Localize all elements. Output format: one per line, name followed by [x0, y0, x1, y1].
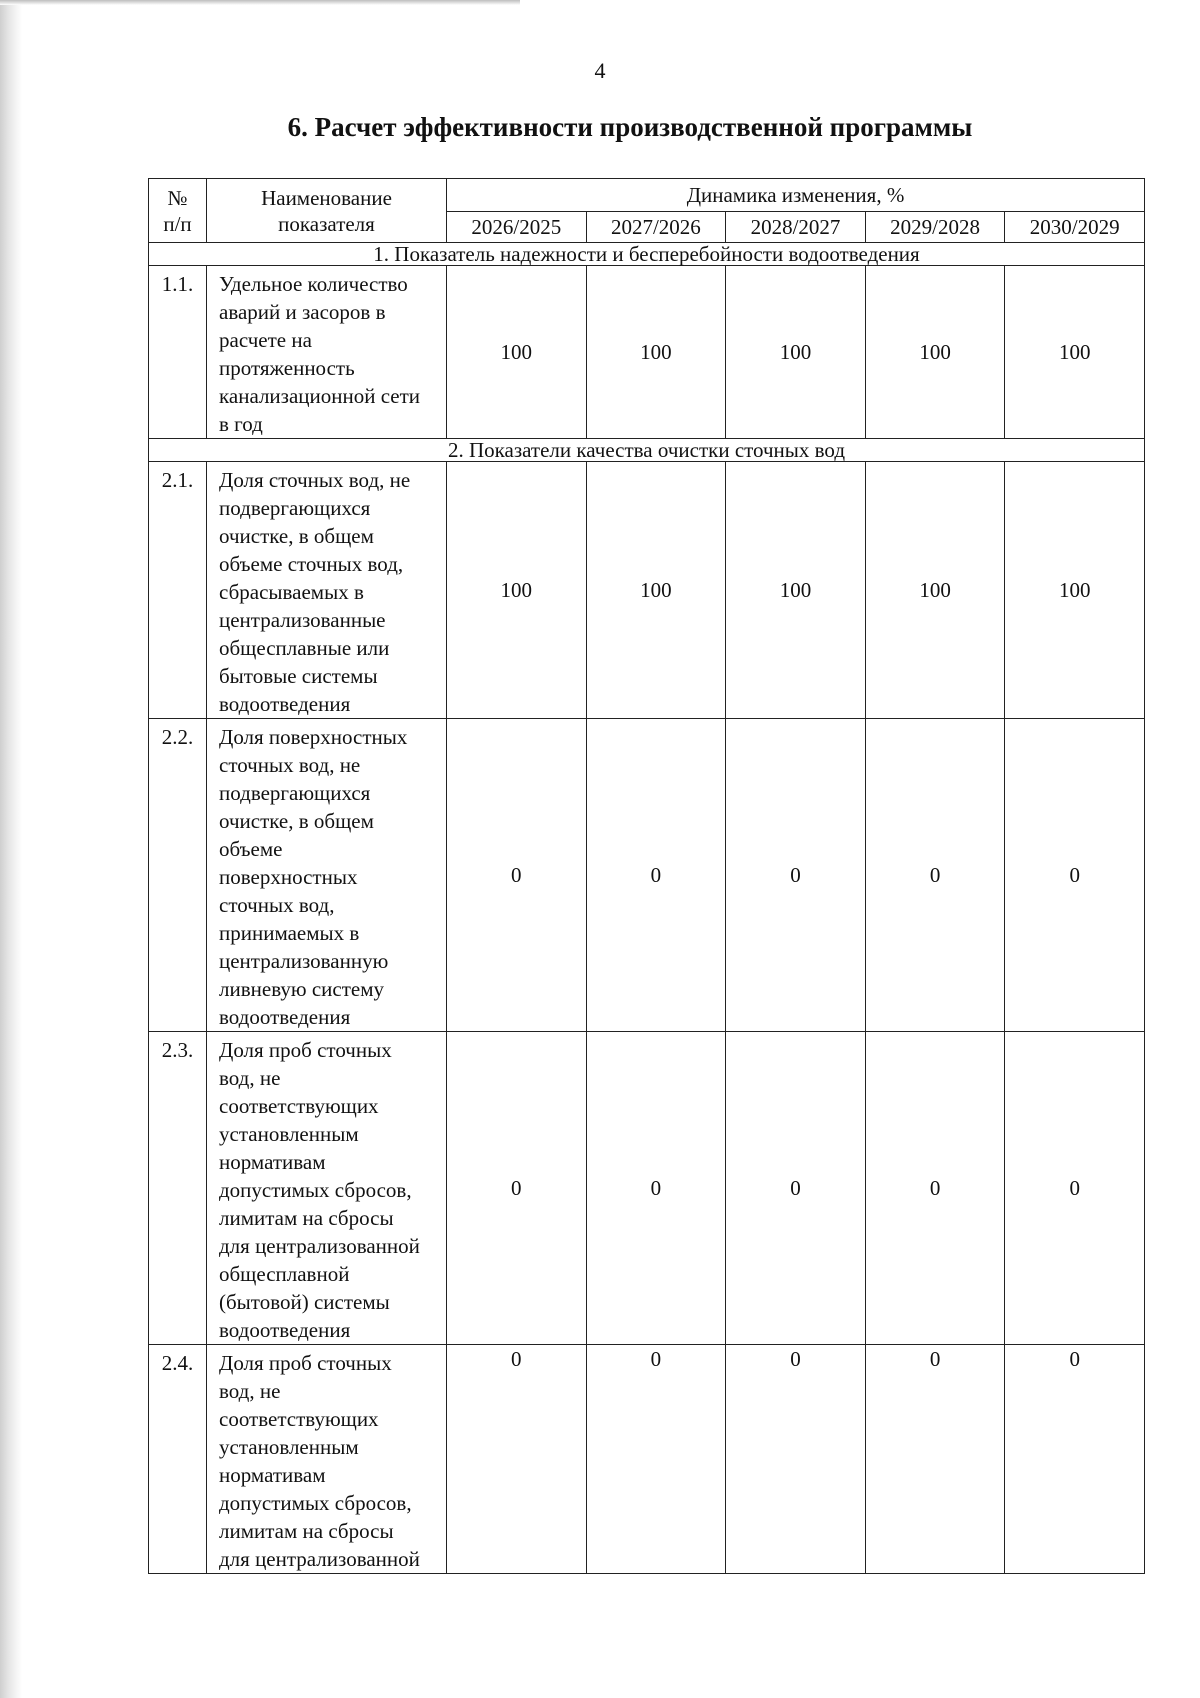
indicator-name-line: установленным — [219, 1435, 359, 1459]
dynamics-value: 0 — [586, 719, 726, 1032]
dynamics-value: 0 — [726, 1032, 866, 1345]
indicator-name-line: в год — [219, 412, 263, 436]
section-title: 1. Показатель надежности и бесперебойности водоотведения — [149, 243, 1145, 266]
indicator-name-line: установленным — [219, 1122, 359, 1146]
table-header — [149, 179, 1145, 243]
indicator-name-line: централизованные — [219, 608, 386, 632]
row-number: 1.1. — [149, 266, 207, 439]
indicator-name-line: объеме сточных вод, — [219, 552, 404, 576]
indicator-name-line: канализационной сети — [219, 384, 421, 408]
dynamics-value: 0 — [1005, 1032, 1145, 1345]
dynamics-value: 100 — [1005, 266, 1145, 439]
indicator-name-line: водоотведения — [219, 1318, 351, 1342]
indicator-name-line: лимитам на сбросы — [219, 1206, 394, 1230]
section-title: 2. Показатели качества очистки сточных вод — [149, 439, 1145, 462]
dynamics-value: 0 — [447, 1345, 587, 1574]
header-name-sublabel: показателя — [278, 211, 375, 236]
indicator-name-line: Доля поверхностных — [219, 725, 408, 749]
header-number-cell — [149, 179, 207, 243]
dynamics-value: 0 — [447, 1032, 587, 1345]
indicator-name — [207, 719, 447, 1032]
header-number-label: № — [167, 185, 188, 210]
indicator-name-line: (бытовой) системы — [219, 1290, 390, 1314]
indicator-name-line: нормативам — [219, 1463, 326, 1487]
dynamics-value: 0 — [1005, 1345, 1145, 1574]
dynamics-value: 0 — [726, 1345, 866, 1574]
indicator-name-line: сточных вод, не — [219, 753, 361, 777]
dynamics-value: 100 — [865, 462, 1005, 719]
indicator-name-line: лимитам на сбросы — [219, 1519, 394, 1543]
indicator-name-line: сточных вод, — [219, 893, 335, 917]
table-row — [149, 1345, 1145, 1574]
indicator-name-line: вод, не — [219, 1379, 281, 1403]
dynamics-value: 100 — [586, 266, 726, 439]
indicator-name-line: нормативам — [219, 1150, 326, 1174]
indicator-name-line: принимаемых в — [219, 921, 360, 945]
indicator-name-line: очистке, в общем — [219, 809, 374, 833]
indicator-name-line: подвергающихся — [219, 496, 371, 520]
indicator-name-line: подвергающихся — [219, 781, 371, 805]
row-number: 2.3. — [149, 1032, 207, 1345]
dynamics-value: 0 — [586, 1345, 726, 1574]
indicator-name-line: объеме — [219, 837, 283, 861]
scan-edge-shadow-top — [0, 0, 520, 5]
indicator-name-line: соответствующих — [219, 1094, 379, 1118]
dynamics-value: 0 — [865, 719, 1005, 1032]
row-number: 2.2. — [149, 719, 207, 1032]
dynamics-value: 100 — [447, 266, 587, 439]
row-number: 2.4. — [149, 1345, 207, 1574]
dynamics-value: 0 — [726, 719, 866, 1032]
dynamics-value: 0 — [447, 719, 587, 1032]
dynamics-value: 100 — [1005, 462, 1145, 719]
dynamics-value: 100 — [447, 462, 587, 719]
table-body — [149, 243, 1145, 1574]
table-row — [149, 462, 1145, 719]
indicator-name-line: сбрасываемых в — [219, 580, 364, 604]
scan-edge-shadow — [0, 0, 22, 1698]
indicator-name-line: аварий и засоров в — [219, 300, 386, 324]
indicator-name-line: Доля проб сточных — [219, 1351, 392, 1375]
header-number-sublabel: п/п — [163, 211, 192, 236]
indicator-name-line: водоотведения — [219, 1005, 351, 1029]
dynamics-value: 100 — [726, 266, 866, 439]
header-year: 2026/2025 — [447, 212, 587, 243]
indicator-name-line: централизованную — [219, 949, 389, 973]
indicator-name-line: вод, не — [219, 1066, 281, 1090]
section-row — [149, 243, 1145, 266]
indicator-name-line: расчете на — [219, 328, 312, 352]
document-title: 6. Расчет эффективности производственной программы — [287, 112, 973, 142]
header-year: 2029/2028 — [865, 212, 1005, 243]
dynamics-value: 0 — [586, 1032, 726, 1345]
indicator-name-line: водоотведения — [219, 692, 351, 716]
indicator-name — [207, 1345, 447, 1574]
header-name-cell — [207, 179, 447, 243]
table-row — [149, 719, 1145, 1032]
dynamics-value: 100 — [865, 266, 1005, 439]
header-year: 2030/2029 — [1005, 212, 1145, 243]
dynamics-value: 100 — [586, 462, 726, 719]
indicator-name-line: протяженность — [219, 356, 355, 380]
section-row — [149, 439, 1145, 462]
indicator-name-line: допустимых сбросов, — [219, 1491, 412, 1515]
row-number: 2.1. — [149, 462, 207, 719]
indicator-name-line: ливневую систему — [219, 977, 384, 1001]
indicator-name-line: очистке, в общем — [219, 524, 374, 548]
dynamics-value: 0 — [865, 1345, 1005, 1574]
table-row — [149, 1032, 1145, 1345]
dynamics-value: 0 — [865, 1032, 1005, 1345]
header-dynamics: Динамика изменения, % — [447, 179, 1145, 212]
header-year: 2027/2026 — [586, 212, 726, 243]
header-name-label: Наименование — [261, 185, 392, 210]
indicator-name-line: Доля проб сточных — [219, 1038, 392, 1062]
header-year: 2028/2027 — [726, 212, 866, 243]
dynamics-value: 0 — [1005, 719, 1145, 1032]
indicator-name-line: допустимых сбросов, — [219, 1178, 412, 1202]
indicator-name-line: соответствующих — [219, 1407, 379, 1431]
indicator-name — [207, 1032, 447, 1345]
indicator-name-line: бытовые системы — [219, 664, 378, 688]
indicator-name-line: общесплавной — [219, 1262, 350, 1286]
page-number: 4 — [594, 58, 606, 83]
table-row — [149, 266, 1145, 439]
indicator-name-line: для централизованной — [219, 1234, 420, 1258]
dynamics-value: 100 — [726, 462, 866, 719]
efficiency-table — [148, 178, 1145, 1574]
indicator-name-line: Доля сточных вод, не — [219, 468, 411, 492]
indicator-name-line: Удельное количество — [219, 272, 408, 296]
indicator-name-line: общесплавные или — [219, 636, 390, 660]
indicator-name — [207, 266, 447, 439]
indicator-name-line: поверхностных — [219, 865, 358, 889]
indicator-name — [207, 462, 447, 719]
indicator-name-line: для централизованной — [219, 1547, 420, 1571]
